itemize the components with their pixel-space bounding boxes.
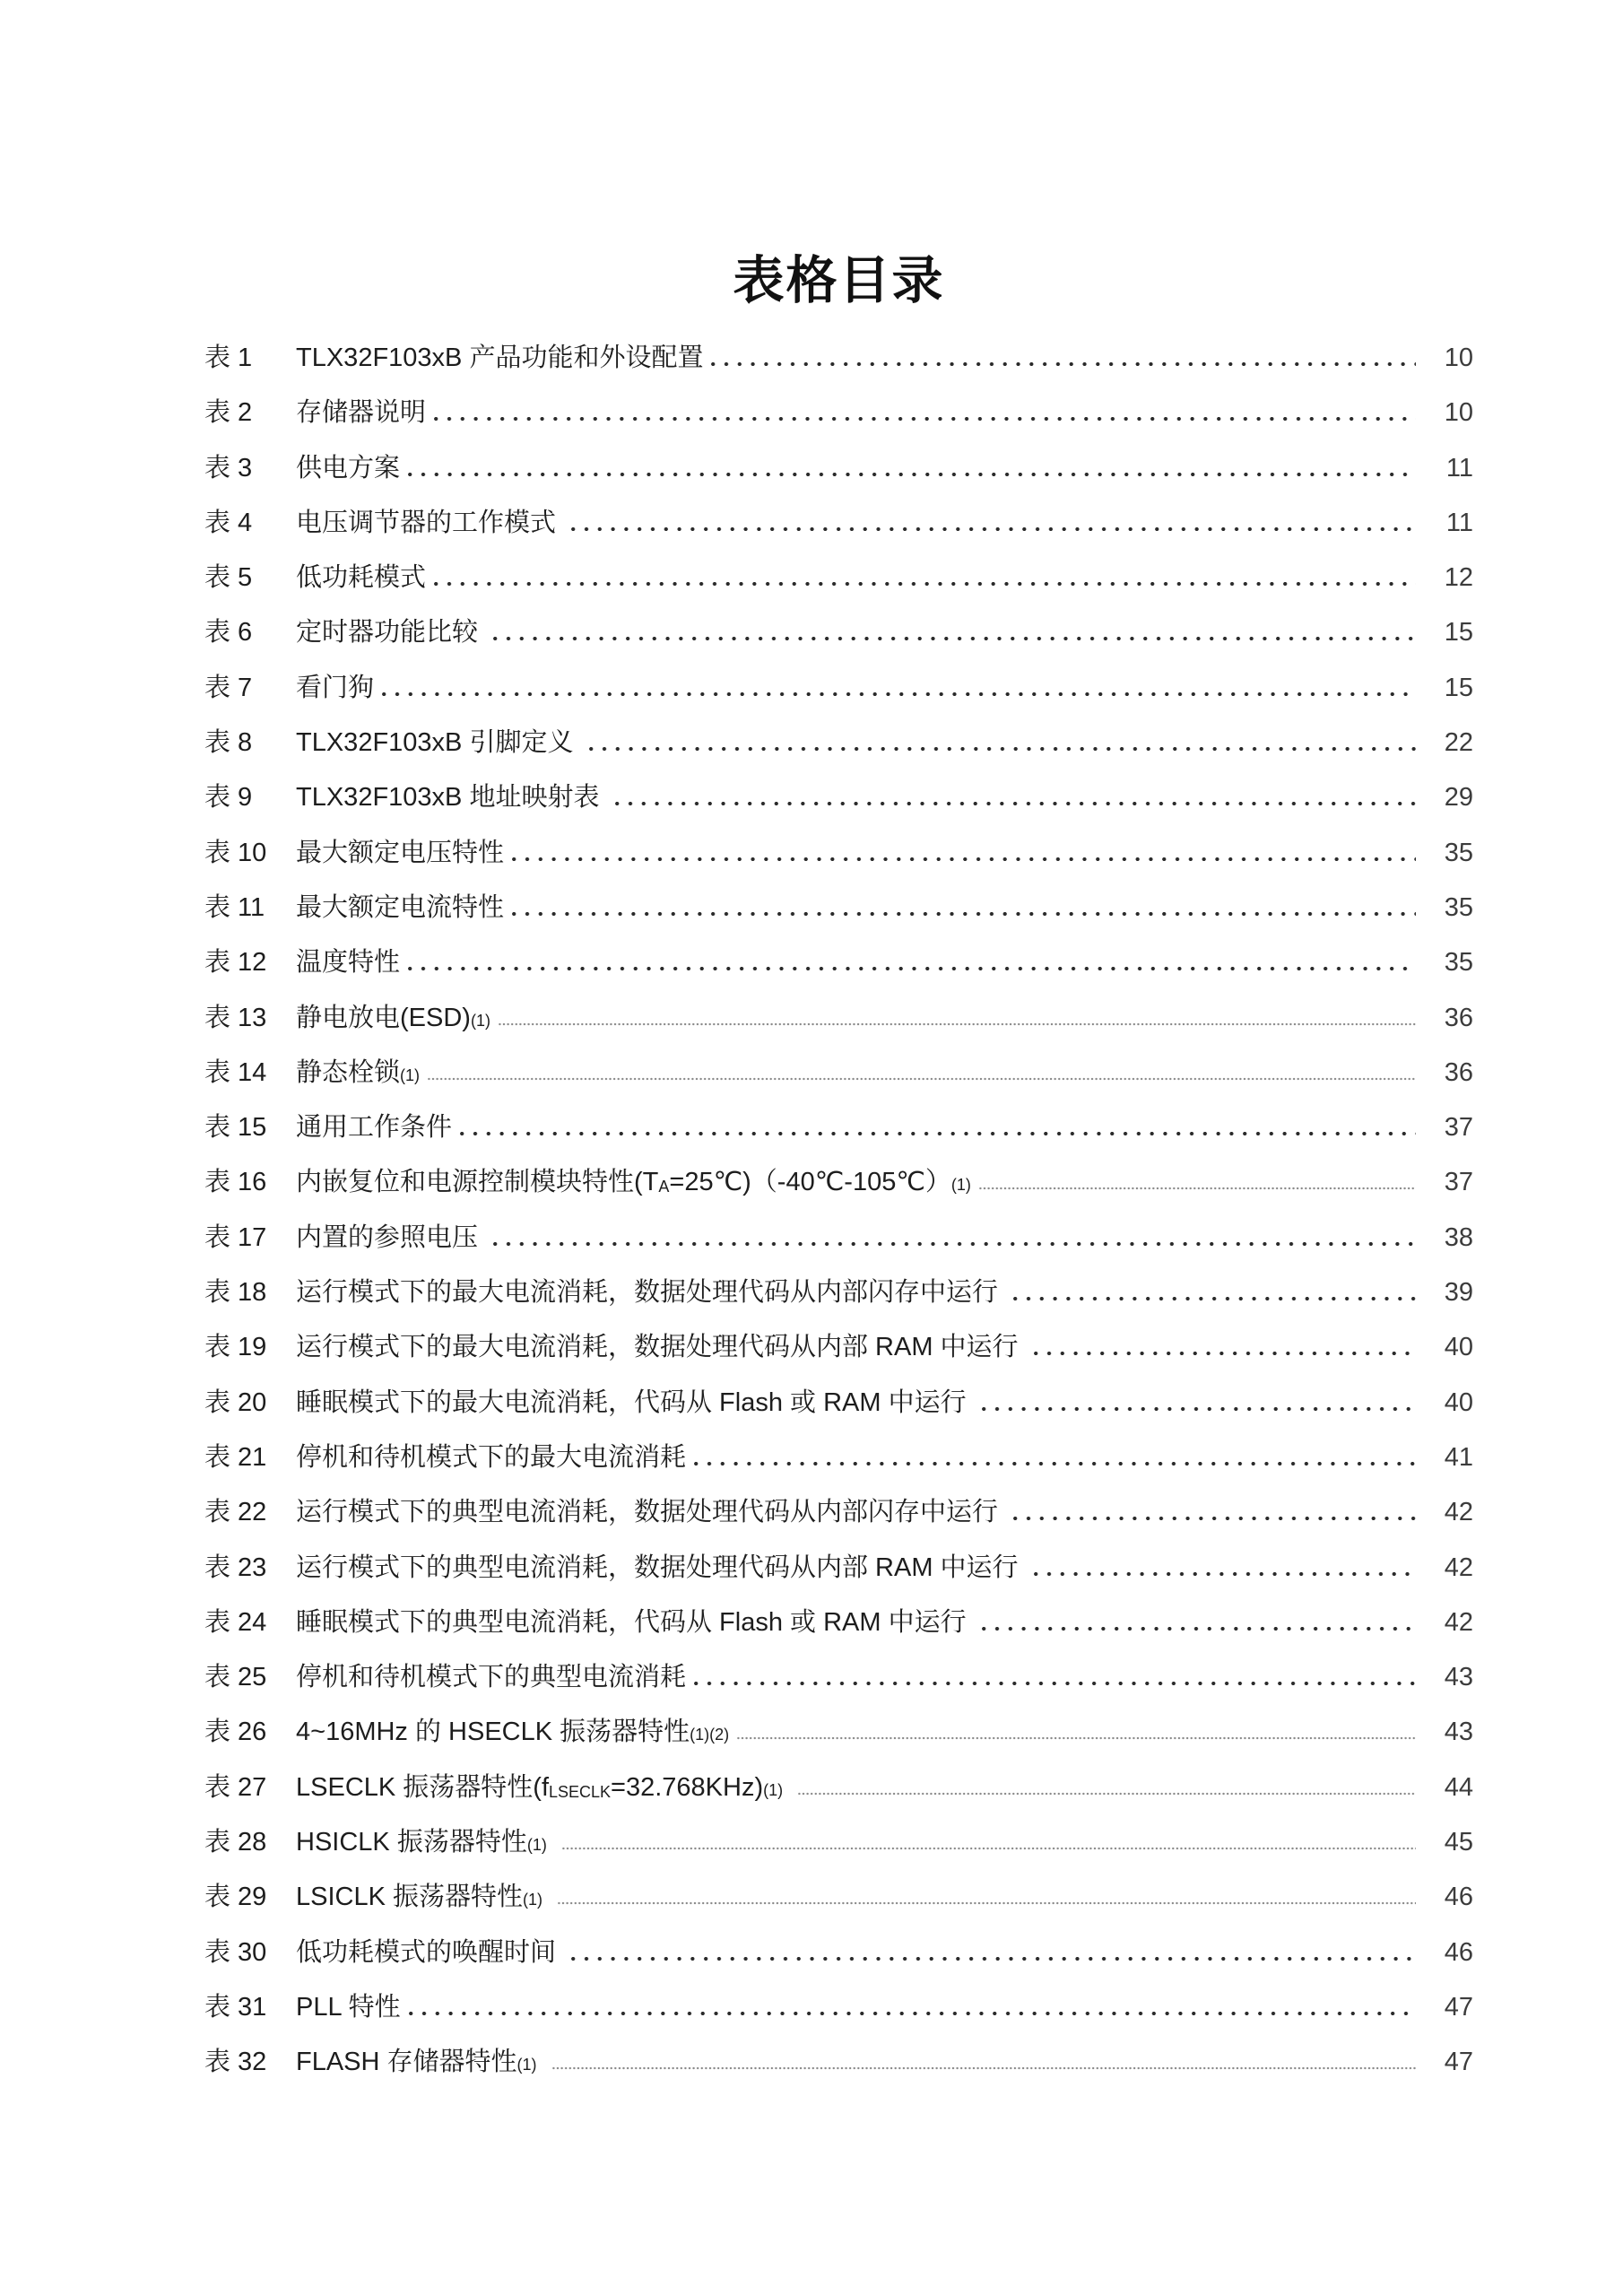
- toc-title-text: 运行模式下的最大电流消耗，数据处理代码从内部闪存中运行: [296, 1278, 1006, 1308]
- dot-leader: [434, 582, 1416, 586]
- toc-entry-page: 11: [1445, 508, 1473, 537]
- toc-title-text: 静电放电(ESD): [296, 1003, 471, 1032]
- toc-entry[interactable]: [204, 1155, 1473, 1210]
- toc-entry-label: 表 9: [204, 783, 253, 813]
- toc-entry-label: 表 10: [204, 838, 267, 867]
- toc-entry-title: [296, 1046, 420, 1103]
- toc-entry-title: [296, 1980, 401, 2035]
- toc-entry-title: [296, 496, 563, 551]
- toc-entry-page: 43: [1444, 1663, 1473, 1692]
- toc-entry-label: 表 16: [204, 1168, 267, 1197]
- toc-entry-label: 表 30: [204, 1937, 267, 1967]
- toc-title-text: LSECLK 振荡器特性(f: [296, 1772, 549, 1802]
- toc-title-text: 内置的参照电压: [296, 1222, 486, 1252]
- toc-entry-page: 12: [1444, 563, 1473, 593]
- toc-title-text: TLX32F103xB 地址映射表: [296, 783, 607, 813]
- dot-leader: [499, 1022, 1416, 1026]
- toc-entry-label: 表 8: [204, 728, 253, 758]
- toc-entry-page: 38: [1444, 1222, 1473, 1252]
- toc-entry-label: 表 31: [204, 1992, 267, 2022]
- dot-leader: [382, 692, 1416, 696]
- toc-entry[interactable]: [204, 1541, 1473, 1596]
- toc-entry-title: [296, 2035, 544, 2092]
- dot-leader: [711, 362, 1416, 366]
- dot-leader: [493, 1242, 1416, 1246]
- toc-entry-page: 43: [1444, 1718, 1473, 1747]
- toc-entry-title: [296, 935, 400, 990]
- toc-entry[interactable]: [204, 2035, 1473, 2090]
- toc-title-note: (1): [950, 1176, 971, 1195]
- toc-entry[interactable]: [204, 1211, 1473, 1265]
- toc-entry-label: 表 6: [204, 618, 253, 648]
- toc-title-text: 运行模式下的典型电流消耗，数据处理代码从内部 RAM 中运行: [296, 1552, 1026, 1582]
- toc-title-text: 运行模式下的最大电流消耗，数据处理代码从内部 RAM 中运行: [296, 1333, 1026, 1362]
- toc-entry-page: 36: [1444, 1003, 1473, 1032]
- dot-leader: [562, 1847, 1416, 1850]
- toc-entry-label: 表 17: [204, 1222, 267, 1252]
- toc-entry-title: [296, 1815, 554, 1873]
- toc-entry-page: 42: [1444, 1552, 1473, 1582]
- toc-entry[interactable]: [204, 1046, 1473, 1100]
- toc-entry-title: [296, 1870, 550, 1927]
- toc-entry[interactable]: [204, 1596, 1473, 1650]
- toc-entry-page: 40: [1444, 1387, 1473, 1417]
- toc-entry-page: 40: [1444, 1333, 1473, 1362]
- toc-entry[interactable]: [204, 496, 1473, 551]
- dot-leader: [694, 1462, 1416, 1465]
- dot-leader: [409, 2012, 1416, 2015]
- toc-entry-page: 22: [1444, 728, 1473, 758]
- toc-entry-label: 表 14: [204, 1057, 267, 1087]
- toc-entry-page: 46: [1444, 1937, 1473, 1967]
- toc-entry-label: 表 29: [204, 1883, 267, 1912]
- toc-entry[interactable]: [204, 1485, 1473, 1540]
- dot-leader: [558, 1901, 1416, 1905]
- toc-entry-label: 表 18: [204, 1278, 267, 1308]
- dot-leader: [571, 527, 1416, 531]
- toc-title-text: 内嵌复位和电源控制模块特性(T: [296, 1168, 659, 1197]
- toc-entry-title: [296, 826, 504, 881]
- dot-leader: [408, 473, 1416, 476]
- toc-entry-title: [296, 1650, 686, 1705]
- toc-entry-label: 表 2: [204, 398, 253, 428]
- toc-entry-page: 37: [1444, 1113, 1473, 1143]
- toc-entry[interactable]: [204, 1761, 1473, 1815]
- toc-title-text: TLX32F103xB 产品功能和外设配置: [296, 344, 704, 372]
- toc-entry-label: 表 15: [204, 1113, 267, 1143]
- toc-entry-label: 表 12: [204, 948, 267, 978]
- dot-leader: [615, 802, 1417, 805]
- toc-entry-title: [296, 331, 703, 386]
- toc-entry-page: 47: [1444, 1992, 1473, 2022]
- toc-entry[interactable]: [204, 881, 1473, 935]
- toc-title-text: 最大额定电流特性: [296, 892, 505, 922]
- toc-entry-page: 39: [1444, 1278, 1473, 1308]
- toc-title-text: 睡眠模式下的最大电流消耗，代码从 Flash 或 RAM 中运行: [296, 1387, 974, 1417]
- toc-title-text: 供电方案: [296, 453, 401, 483]
- toc-entry-page: 11: [1445, 453, 1473, 483]
- toc-title-text: 停机和待机模式下的典型电流消耗: [296, 1663, 687, 1692]
- toc-entry-title: [296, 1761, 790, 1820]
- toc-entry-title: [296, 1376, 974, 1431]
- dot-leader: [1013, 1517, 1416, 1520]
- toc-entry-page: 29: [1444, 783, 1473, 813]
- toc-entry-label: 表 20: [204, 1387, 267, 1417]
- toc-entry[interactable]: [204, 605, 1473, 660]
- toc-title-text: 4~16MHz 的 HSECLK 振荡器特性: [296, 1718, 690, 1747]
- toc-entry[interactable]: [204, 1265, 1473, 1320]
- toc-title-text: 运行模式下的典型电流消耗，数据处理代码从内部闪存中运行: [296, 1498, 1006, 1527]
- toc-title-note: (1)(2): [690, 1726, 730, 1744]
- toc-entry[interactable]: [204, 770, 1473, 825]
- toc-title-text: 通用工作条件: [296, 1113, 453, 1143]
- dot-leader: [512, 857, 1416, 861]
- toc-entry-page: 37: [1444, 1168, 1473, 1197]
- toc-title-text: 低功耗模式的唤醒时间: [296, 1937, 564, 1967]
- toc-entry[interactable]: [204, 1431, 1473, 1485]
- toc-title-text: 电压调节器的工作模式: [296, 508, 564, 537]
- dot-leader: [552, 2066, 1416, 2070]
- toc-entry-label: 表 4: [204, 508, 253, 537]
- toc-entry[interactable]: [204, 826, 1473, 881]
- toc-title-text: HSICLK 振荡器特性: [296, 1828, 527, 1857]
- toc-entry-label: 表 13: [204, 1003, 267, 1032]
- toc-entry-label: 表 28: [204, 1828, 267, 1857]
- dot-leader: [408, 967, 1416, 970]
- toc-title-note: (1): [763, 1780, 784, 1799]
- toc-title-text: =32.768KHz): [611, 1772, 764, 1802]
- dot-leader: [694, 1682, 1416, 1685]
- toc-entry-label: 表 22: [204, 1498, 267, 1527]
- toc-entry[interactable]: [204, 386, 1473, 440]
- toc-entry-label: 表 19: [204, 1333, 267, 1362]
- toc-entry-title: [296, 1926, 563, 1980]
- dot-leader: [571, 1957, 1416, 1961]
- dot-leader: [434, 417, 1416, 421]
- toc-entry[interactable]: [204, 331, 1473, 386]
- page-title: 表格目录: [733, 250, 945, 310]
- toc-title-text: 存储器说明: [296, 398, 427, 428]
- dot-leader: [798, 1792, 1416, 1796]
- toc-entry-title: [296, 1100, 452, 1155]
- toc-entry[interactable]: [204, 1320, 1473, 1375]
- toc-title-text: 最大额定电压特性: [296, 838, 505, 867]
- dot-leader: [982, 1407, 1416, 1411]
- toc-entry-label: 表 32: [204, 2048, 267, 2077]
- toc-title-text: 温度特性: [296, 948, 401, 978]
- toc-entry-title: [296, 770, 607, 825]
- toc-entry-title: [296, 1265, 1005, 1320]
- toc-entry-title: [296, 386, 426, 440]
- toc-title-text: [783, 1773, 790, 1802]
- toc-title-text: 定时器功能比较: [296, 618, 486, 648]
- toc-title-text: 低功耗模式: [296, 563, 427, 593]
- toc-entry-label: 表 25: [204, 1663, 267, 1692]
- toc-entry-label: 表 3: [204, 453, 253, 483]
- toc-entry-title: [296, 1485, 1005, 1540]
- toc-entry[interactable]: [204, 441, 1473, 496]
- toc-entry-title: [296, 1155, 971, 1214]
- toc-entry-label: 表 26: [204, 1718, 267, 1747]
- toc-title-text: [547, 1828, 554, 1857]
- toc-title-note: (1): [470, 1011, 490, 1030]
- dot-leader: [428, 1077, 1416, 1081]
- toc-title-text: TLX32F103xB 引脚定义: [296, 728, 581, 758]
- dot-leader: [460, 1132, 1416, 1135]
- toc-entry[interactable]: [204, 1980, 1473, 2035]
- toc-entry-title: [296, 441, 400, 496]
- toc-entry-label: 表 27: [204, 1772, 267, 1802]
- toc-entry[interactable]: [204, 1926, 1473, 1980]
- toc-entry-title: [296, 1596, 974, 1650]
- toc-entry-page: 15: [1444, 618, 1473, 648]
- toc-title-text: 静态栓锁: [296, 1057, 401, 1087]
- toc-title-note: (1): [516, 2056, 537, 2074]
- toc-entry-label: 表 11: [204, 892, 265, 922]
- dot-leader: [737, 1736, 1416, 1740]
- toc-entry[interactable]: [204, 1870, 1473, 1925]
- toc-entry-title: [296, 1211, 485, 1265]
- dot-leader: [512, 912, 1416, 916]
- toc-entry[interactable]: [204, 1650, 1473, 1705]
- toc-entry-page: 35: [1444, 892, 1473, 922]
- toc-entry[interactable]: [204, 991, 1473, 1046]
- toc-entry-label: 表 7: [204, 673, 253, 702]
- toc-entry-title: [296, 605, 485, 660]
- toc-entry[interactable]: [204, 1376, 1473, 1431]
- toc-entry-title: [296, 1541, 1026, 1596]
- toc-entry-label: 表 21: [204, 1442, 267, 1472]
- toc-entry[interactable]: [204, 551, 1473, 605]
- toc-entry[interactable]: [204, 935, 1473, 990]
- toc-entry-title: [296, 1431, 686, 1485]
- dot-leader: [982, 1627, 1416, 1631]
- toc-title-note: (1): [526, 1836, 547, 1855]
- toc-entry-label: 表 5: [204, 563, 253, 593]
- toc-title-note: A: [658, 1178, 670, 1196]
- toc-entry-page: 44: [1444, 1772, 1473, 1802]
- dot-leader: [493, 637, 1416, 640]
- toc-entry-title: [296, 991, 490, 1048]
- toc-entry-title: [296, 661, 374, 716]
- toc-entry-page: 42: [1444, 1607, 1473, 1637]
- toc-entry-label: 表 23: [204, 1552, 267, 1582]
- toc-entry-page: 15: [1444, 673, 1473, 702]
- table-of-contents: [204, 331, 1473, 2091]
- toc-entry-label: 表 24: [204, 1607, 267, 1637]
- toc-title-text: PLL 特性: [296, 1992, 401, 2022]
- dot-leader: [1034, 1572, 1416, 1576]
- toc-entry-page: 36: [1444, 1057, 1473, 1087]
- toc-entry-title: [296, 1320, 1026, 1375]
- toc-entry[interactable]: [204, 1815, 1473, 1870]
- toc-entry-title: [296, 551, 426, 605]
- dot-leader: [979, 1187, 1416, 1190]
- toc-title-note: LSECLK: [549, 1782, 612, 1801]
- toc-title-text: 停机和待机模式下的最大电流消耗: [296, 1442, 687, 1472]
- toc-title-text: [542, 1883, 550, 1911]
- toc-entry[interactable]: [204, 1705, 1473, 1760]
- dot-leader: [1034, 1352, 1416, 1355]
- toc-entry-page: 47: [1444, 2048, 1473, 2077]
- toc-entry-page: 41: [1444, 1442, 1473, 1472]
- toc-title-text: FLASH 存储器特性: [296, 2048, 517, 2077]
- toc-entry-page: 45: [1444, 1828, 1473, 1857]
- toc-entry-title: [296, 881, 504, 935]
- toc-title-text: 看门狗: [296, 673, 375, 702]
- toc-title-text: [537, 2048, 544, 2076]
- toc-title-text: LSICLK 振荡器特性: [296, 1883, 523, 1912]
- toc-entry[interactable]: [204, 661, 1473, 716]
- toc-entry-page: 35: [1444, 948, 1473, 978]
- toc-title-note: (1): [400, 1065, 421, 1084]
- toc-entry-page: 46: [1444, 1883, 1473, 1912]
- toc-entry-title: [296, 716, 581, 770]
- toc-entry-title: [296, 1705, 729, 1762]
- toc-entry-page: 42: [1444, 1498, 1473, 1527]
- toc-entry-label: 表 1: [204, 344, 253, 372]
- toc-title-text: =25℃)（-40℃-105℃）: [669, 1168, 951, 1197]
- toc-entry-page: 10: [1444, 398, 1473, 428]
- dot-leader: [589, 747, 1417, 751]
- toc-title-text: 睡眠模式下的典型电流消耗，代码从 Flash 或 RAM 中运行: [296, 1607, 974, 1637]
- dot-leader: [1013, 1297, 1416, 1300]
- toc-entry[interactable]: [204, 1100, 1473, 1155]
- toc-entry-page: 10: [1444, 344, 1473, 372]
- toc-entry[interactable]: [204, 716, 1473, 770]
- toc-entry-page: 35: [1444, 838, 1473, 867]
- toc-title-note: (1): [523, 1891, 542, 1909]
